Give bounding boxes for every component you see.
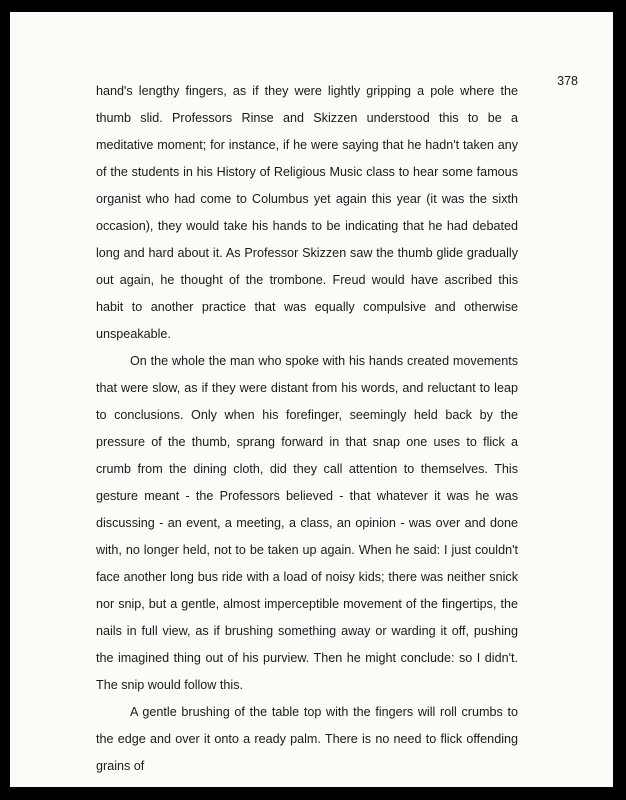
paragraph-2: On the whole the man who spoke with his hands created movements that were slow, as if they were distant from his words, and reluctant to leap to conclusions. Only when his forefinger, seemingly held back by the pressure of the thumb, sprang forward in that snap one uses to flick a crumb from the dining cloth, did they call attention to themselves. This gesture meant - the Professors believed - that whatever it was he was discussing - an event, a meeting, a class, an opinion - was over and done with, no longer held, not to be taken up again. When he said: I just couldn't face another long bus ride with a load of noisy kids; there was neither snick nor snip, but a gentle, almost imperceptible movement of the fingertips, the nails in full view, as if brushing something away or warding it off, pushing the imagined thing out of his purview. Then he might conclude: so I didn't. The snip would follow this.: [96, 354, 518, 692]
paragraph-1: hand's lengthy fingers, as if they were lightly gripping a pole where the thumb slid. Professors Rinse and Skizzen understood this to be a meditative moment; for instance, if he were saying that he hadn't taken any of the students in his History of Religious Music class to hear some famous organist who had come to Columbus yet again this year (it was the sixth occasion), they would take his hands to be indicating that he had debated long and hard about it. As Professor Skizzen saw the thumb glide gradually out again, he thought of the trombone. Freud would have ascribed this habit to another practice that was equally compulsive and otherwise unspeakable.: [96, 84, 518, 341]
page-number: 378: [557, 74, 578, 88]
body-text: [96, 78, 518, 780]
document-page: [10, 12, 613, 787]
paragraph-3: A gentle brushing of the table top with the fingers will roll crumbs to the edge and over it onto a ready palm. There is no need to flick offending grains of: [96, 705, 518, 773]
